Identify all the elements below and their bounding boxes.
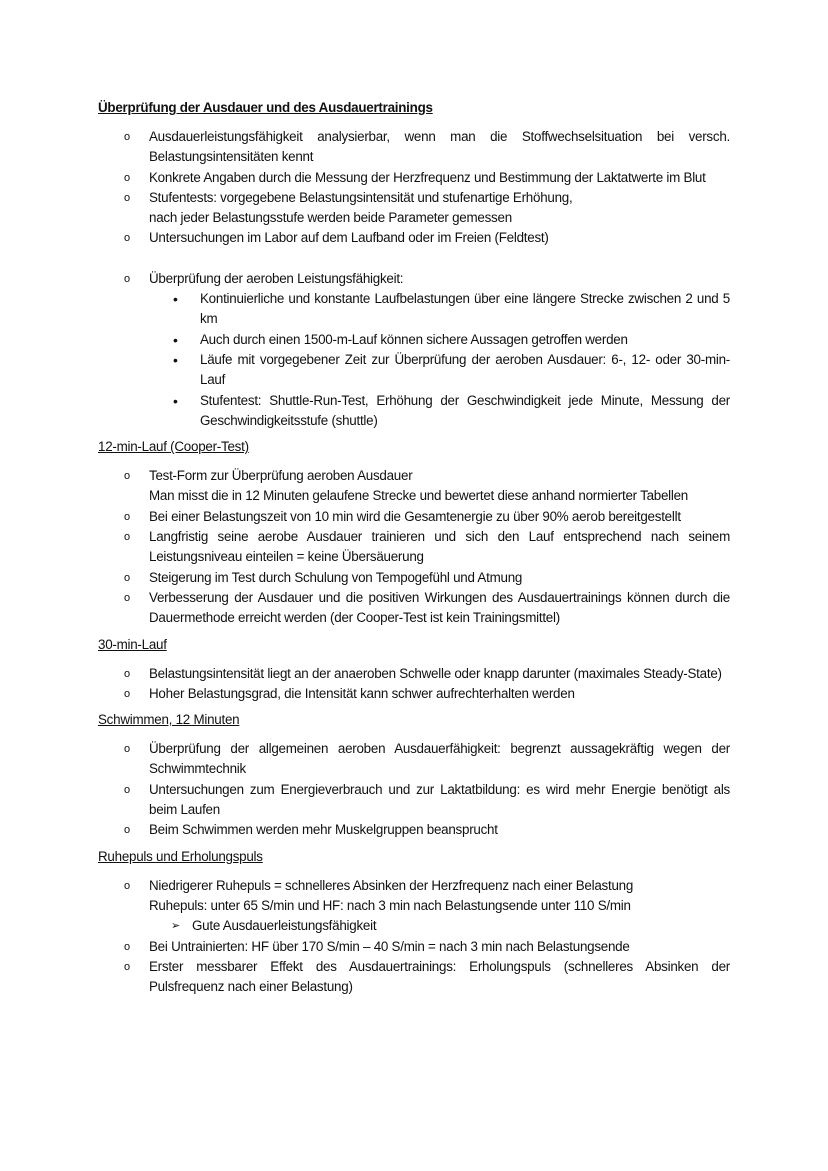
list-item: o Steigerung im Test durch Schulung von Tempogefühl und Atmung — [98, 568, 730, 588]
section-list-swimming — [98, 739, 730, 840]
list-item — [98, 466, 730, 507]
list-item — [98, 269, 730, 431]
list-item — [98, 188, 730, 229]
sub-list-item: • Auch durch einen 1500-m-Lauf können sichere Aussagen getroffen werden — [149, 330, 730, 350]
list-item-line: o Niedrigerer Ruhepuls = schnelleres Absinken der Herzfrequenz nach einer Belastung — [149, 877, 634, 893]
list-item-line: o Test-Form zur Überprüfung aeroben Ausdauer — [149, 468, 413, 484]
list-item: o Langfristig seine aerobe Ausdauer trainieren und sich den Lauf entsprechend nach seinem Leistungsniveau einteilen = keine Übersäuerung — [98, 527, 730, 568]
list-item-line: Man misst die in 12 Minuten gelaufene Strecke und bewertet diese anhand normierter Tabellen — [149, 488, 689, 504]
list-item-line: o Überprüfung der aeroben Leistungsfähigkeit: — [149, 270, 404, 286]
list-item: o Erster messbarer Effekt des Ausdauertrainings: Erholungspuls (schnelleres Absinken der Pulsfrequenz nach einer Belastung) — [98, 957, 730, 998]
list-item: o Ausdauerleistungsfähigkeit analysierbar, wenn man die Stoffwechselsituation bei versch. Belastungsintensitäten kennt — [98, 127, 730, 168]
list-item-line: Ruhepuls: unter 65 S/min und HF: nach 3 min nach Belastungsende unter 110 S/min — [149, 897, 631, 913]
section-list-pulse — [98, 876, 730, 998]
list-item: o Untersuchungen zum Energieverbrauch und zur Laktatbildung: es wird mehr Energie benötigt als beim Laufen — [98, 780, 730, 821]
section-heading-cooper: 12-min-Lauf (Cooper-Test) — [98, 439, 249, 455]
list-item: o Überprüfung der allgemeinen aeroben Ausdauerfähigkeit: begrenzt aussagekräftig wegen der Schwimmtechnik — [98, 739, 730, 780]
document-page — [98, 98, 730, 997]
list-item-line: nach jeder Belastungsstufe werden beide Parameter gemessen — [149, 210, 512, 226]
list-item: o Beim Schwimmen werden mehr Muskelgruppen beansprucht — [98, 820, 730, 840]
sub-list-item: • Kontinuierliche und konstante Laufbelastungen über eine längere Strecke zwischen 2 und 5 km — [149, 289, 730, 330]
list-item — [98, 876, 730, 937]
section-heading-swimming: Schwimmen, 12 Minuten — [98, 712, 240, 728]
sub-list-item: • Stufentest: Shuttle-Run-Test, Erhöhung der Geschwindigkeit jede Minute, Messung der Geschwindigkeitsstufe (shuttle) — [149, 391, 730, 432]
section-list-30min — [98, 664, 730, 705]
list-item: o Bei Untrainierten: HF über 170 S/min – 40 S/min = nach 3 min nach Belastungsende — [98, 937, 730, 957]
document-title: Überprüfung der Ausdauer und des Ausdauertrainings — [98, 100, 433, 115]
intro-list — [98, 127, 730, 431]
section-heading-pulse: Ruhepuls und Erholungspuls — [98, 848, 263, 864]
list-item: o Hoher Belastungsgrad, die Intensität kann schwer aufrechterhalten werden — [98, 684, 730, 704]
list-item: o Untersuchungen im Labor auf dem Laufband oder im Freien (Feldtest) — [98, 228, 730, 248]
list-item: o Belastungsintensität liegt an der anaeroben Schwelle oder knapp darunter (maximales Steady-State) — [98, 664, 730, 684]
arrow-list-item: ➢ Gute Ausdauerleistungsfähigkeit — [98, 916, 730, 936]
list-item: o Verbesserung der Ausdauer und die positiven Wirkungen des Ausdauertrainings können durch die Dauermethode erreicht werden (der Cooper-Test ist kein Trainingsmittel) — [98, 588, 730, 629]
section-heading-30min: 30-min-Lauf — [98, 636, 167, 652]
list-item-line: o Stufentests: vorgegebene Belastungsintensität und stufenartige Erhöhung, — [149, 189, 573, 205]
arrow-list — [98, 916, 730, 936]
sub-list-item: • Läufe mit vorgegebener Zeit zur Überprüfung der aeroben Ausdauer: 6-, 12- oder 30-min-Lauf — [149, 350, 730, 391]
section-list-cooper — [98, 466, 730, 628]
list-item: o Bei einer Belastungszeit von 10 min wird die Gesamtenergie zu über 90% aerob bereitgestellt — [98, 507, 730, 527]
sub-list — [149, 289, 730, 431]
list-item: o Konkrete Angaben durch die Messung der Herzfrequenz und Bestimmung der Laktatwerte im Blut — [98, 168, 730, 188]
